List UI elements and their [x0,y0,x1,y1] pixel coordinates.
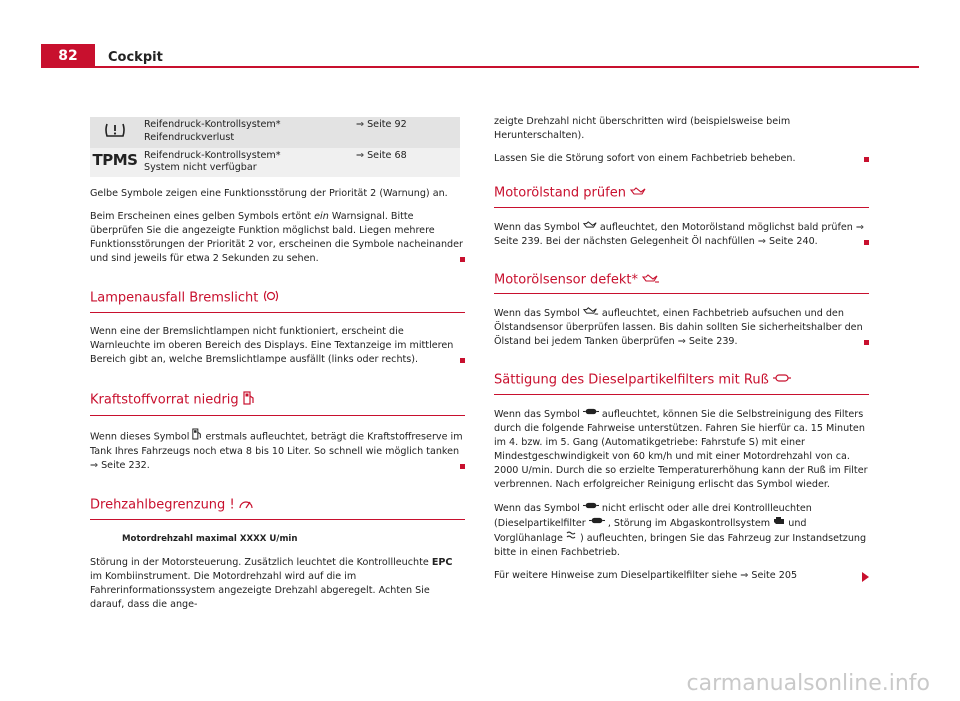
oil-sensor-icon [642,273,660,287]
epc-icon: EPC [431,556,453,568]
diesel-particulate-filter-icon [583,407,599,421]
warning-table [90,117,460,177]
right-column [494,115,869,592]
oil-can-icon [583,220,597,234]
diesel-particulate-filter-icon [583,501,599,515]
section-end-mark [460,358,465,363]
section-end-mark [460,464,465,469]
section-end-mark [864,340,869,345]
rpm-gauge-icon [239,497,253,513]
section-end-mark [460,257,465,262]
glow-plug-icon [566,531,577,545]
section-heading-fuel: Kraftstoffvorrat niedrig [90,391,465,416]
paragraph: Wenn das Symbol aufleuchtet, einen Fachbetrieb aufsuchen und den Ölstandsensor überprüfen lassen. Bis dahin sollten Sie sicherheitshalber den Ölstand bei jedem Tanken überprüfen ⇒ Seite 239. [494,306,869,349]
paragraph: Wenn das Symbol aufleuchtet, können Sie die Selbstreinigung des Filters durch die folgende Fahrweise unterstützen. Fahren Sie hierfür ca. 15 Minuten im 4. bzw. im 5. Gang (Automatikgetriebe: Fahrstufe S) mit einer Mindestgeschwindigkeit von 60 km/h und mit einer Motordrehzahl von ca. 2000 U/min. Durch die so erzielte Temperaturerhöhung kann der Ruß im Filter verbrennen. Nach erfolgreicher Reinigung erlischt das Symbol wieder. [494,408,868,490]
section-heading-rpm-limit: Drehzahlbegrenzung ! [90,497,465,520]
row-label: Reifendruck-Kontrollsystem* [144,149,281,161]
left-column [90,117,465,621]
page-number: 82 [41,44,95,68]
section-heading-oil-sensor: Motorölsensor defekt* [494,273,869,295]
page-reference[interactable]: ⇒ Seite 92 [352,117,460,148]
paragraph: Beim Erscheinen eines gelben Symbols ertönt ein Warnsignal. Bitte überprüfen Sie die angezeigte Funktion möglichst bald. Liegen mehrere Funktionsstörungen der Priorität 2 vor, erscheinen die Symbole nacheinander und sind jeweils für etwa 2 Sekunden zu sehen. [90,210,465,266]
header-rule [95,66,919,68]
table-cell [140,148,352,177]
section-heading-brake-light: Lampenausfall Bremslicht [90,290,465,313]
table-row [90,148,460,177]
page-title: Cockpit [108,50,163,65]
table-row [90,117,460,148]
tire-pressure-warning-icon [90,117,140,148]
section-end-mark [864,157,869,162]
paragraph: Wenn dieses Symbol erstmals aufleuchtet, beträgt die Kraftstoffreserve im Tank Ihres Fahrzeugs noch etwa 8 bis 10 Liter. So schnell wie möglich tanken ⇒ Seite 232. [90,428,465,473]
watermark: carmanualsonline.info [686,671,930,696]
paragraph: Für weitere Hinweise zum Dieselpartikelfilter siehe ⇒ Seite 205 [494,569,869,583]
paragraph: zeigte Drehzahl nicht überschritten wird (beispielsweise beim Herunterschalten). [494,116,791,141]
section-heading-diesel-filter: Sättigung des Dieselpartikelfilters mit Ruß [494,373,869,395]
row-sublabel: Reifendruckverlust [144,131,235,143]
page-reference[interactable]: ⇒ Seite 68 [352,148,460,177]
section-end-mark [864,240,869,245]
row-label: Reifendruck-Kontrollsystem* [144,119,281,130]
diesel-particulate-filter-icon [589,516,605,530]
tpms-icon: TPMS [90,148,140,177]
continue-arrow-icon [862,572,869,582]
paragraph: Gelbe Symbole zeigen eine Funktionsstörung der Priorität 2 (Warnung) an. [90,187,448,199]
table-cell [140,117,352,148]
brake-light-icon [263,290,279,306]
row-sublabel: System nicht verfügbar [144,162,257,173]
engine-malfunction-icon [773,516,785,530]
display-caption: Motordrehzahl maximal XXXX U/min [122,533,298,544]
oil-sensor-icon [583,306,599,320]
oil-can-icon [630,186,646,200]
exclamation-mark: ! [229,497,235,512]
paragraph: Wenn das Symbol aufleuchtet, den Motorölstand möglichst bald prüfen ⇒ Seite 239. Bei der nächsten Gelegenheit Öl nachfüllen ⇒ Seite 240. [494,220,869,249]
paragraph: Wenn eine der Bremslichtlampen nicht funktioniert, erscheint die Warnleuchte im oberen Bereich des Displays. Eine Textanzeige im mittleren Bereich gibt an, welche Bremslichtlampe ausfällt (links oder rechts). [90,325,465,367]
paragraph: Lassen Sie die Störung sofort von einem Fachbetrieb beheben. [494,152,869,166]
diesel-particulate-filter-icon [773,373,791,387]
fuel-pump-icon [192,428,202,445]
fuel-pump-icon [243,391,255,409]
section-heading-oil-level: Motorölstand prüfen [494,186,869,208]
paragraph: Störung in der Motorsteuerung. Zusätzlich leuchtet die Kontrollleuchte EPC im Kombiinstrument. Die Motordrehzahl wird auf die im Fahrerinformationssystem angezeigte Drehzahl abgeregelt. Achten Sie darauf, dass die ange- [90,556,453,610]
paragraph: Wenn das Symbol nicht erlischt oder alle drei Kontrollleuchten (Dieselpartikelfilter , Störung im Abgaskontrollsystem und Vorglühanlage ) aufleuchten, bringen Sie das Fahrzeug zur Instandsetzung bitte in einen Fachbetrieb. [494,502,867,558]
